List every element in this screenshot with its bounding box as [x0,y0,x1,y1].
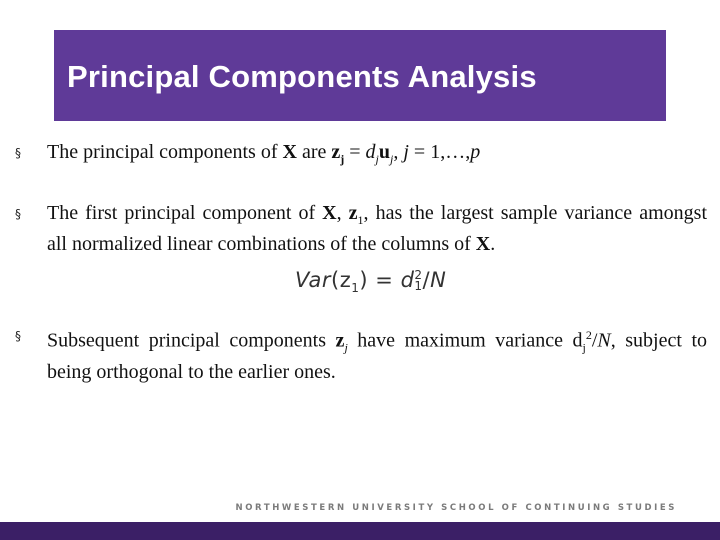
bullet-item [15,323,707,384]
bullet-text: The principal components of X are $z_j = d_ju_j$, j = 1,…,p [47,141,481,166]
bullet-text: The first principal component of X, $z_1$, has the largest sample variance amongst all normalized linear combinations of the columns of X. [47,202,708,255]
variance-equation: $Var(z_1) = d$ 2 1 /N [295,268,447,296]
bullet-marker: § [15,146,21,160]
title-banner [54,30,666,121]
bullet-marker: § [15,207,21,221]
slide-title: Principal Components Analysis [67,58,537,94]
bullet-item [15,140,707,171]
bullet-text: Subsequent principal components $z_j$ have maximum variance $d_j^2/N$, subject to being orthogonal to the earlier ones. [47,328,707,383]
bullet-marker: § [15,329,21,343]
bullet-item [15,201,707,256]
footer-bar [0,522,720,540]
footer-institution: NORTHWESTERN UNIVERSITY SCHOOL OF CONTINUING STUDIES [235,503,677,513]
